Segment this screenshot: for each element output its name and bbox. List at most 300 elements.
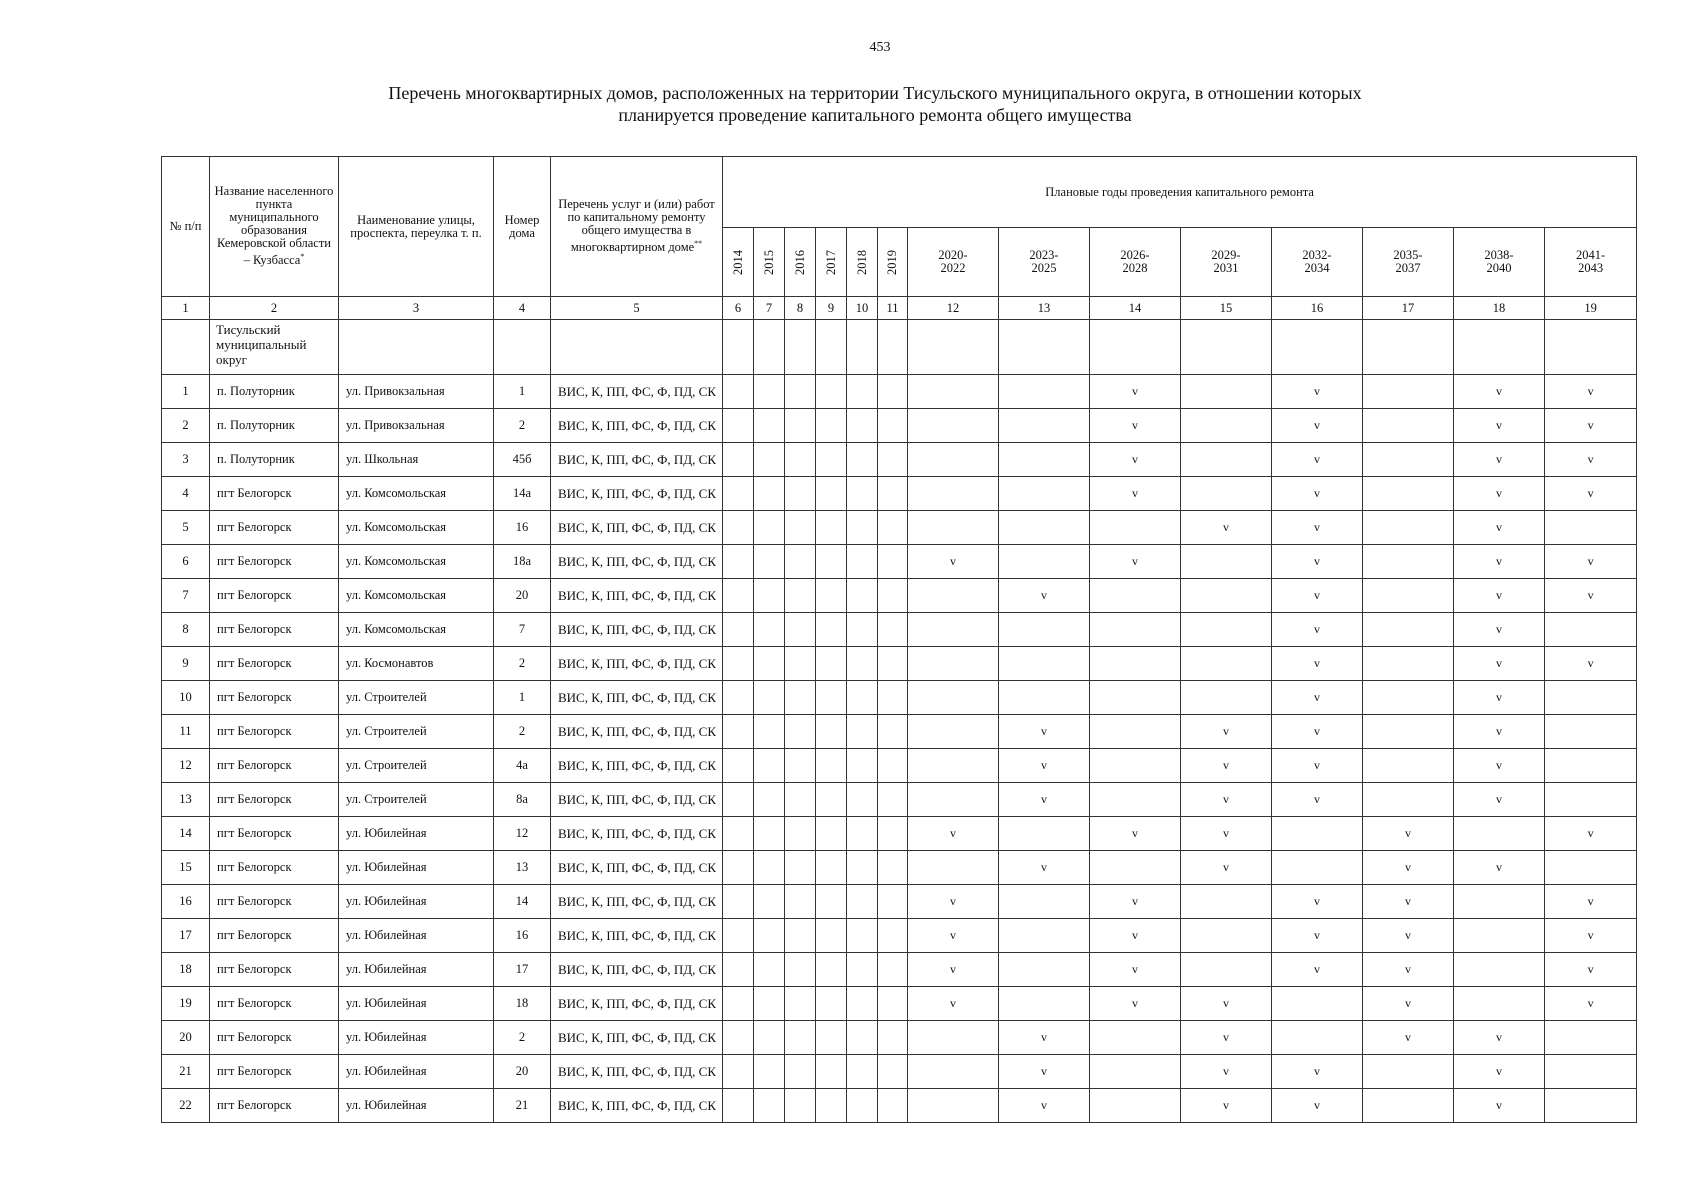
year-cell <box>999 511 1090 545</box>
year-cell <box>723 1089 754 1123</box>
year-cell <box>1090 511 1181 545</box>
street-cell: ул. Юбилейная <box>339 953 494 987</box>
year-cell <box>1181 783 1272 817</box>
year-cell <box>1272 783 1363 817</box>
year-cell <box>754 783 785 817</box>
year-cell <box>1181 579 1272 613</box>
street-cell: ул. Юбилейная <box>339 987 494 1021</box>
year-cell <box>1363 477 1454 511</box>
row-number: 20 <box>162 1021 210 1055</box>
year-cell <box>1090 443 1181 477</box>
planned-mark: v <box>1314 758 1320 772</box>
year-cell <box>816 545 847 579</box>
year-cell <box>816 783 847 817</box>
year-cell <box>908 647 999 681</box>
year-cell <box>999 919 1090 953</box>
street-cell: ул. Строителей <box>339 749 494 783</box>
year-cell <box>847 681 878 715</box>
year-cell <box>847 987 878 1021</box>
planned-mark: v <box>1223 758 1229 772</box>
planned-mark: v <box>1587 928 1594 942</box>
year-cell <box>847 851 878 885</box>
year-cell <box>754 885 785 919</box>
year-cell <box>1363 953 1454 987</box>
works-cell: ВИС, К, ПП, ФС, Ф, ПД, СК <box>551 749 723 783</box>
year-cell <box>816 919 847 953</box>
year-cell <box>816 1089 847 1123</box>
year-cell <box>847 443 878 477</box>
year-cell <box>908 477 999 511</box>
planned-mark: v <box>1496 1064 1502 1078</box>
year-cell <box>1545 919 1637 953</box>
year-cell <box>1545 647 1637 681</box>
header-house: Номер дома <box>494 157 551 297</box>
street-cell: ул. Юбилейная <box>339 885 494 919</box>
planned-mark: v <box>1314 1098 1320 1112</box>
table-row <box>162 783 1637 817</box>
year-cell <box>1272 613 1363 647</box>
column-number: 17 <box>1363 297 1454 320</box>
column-number: 1 <box>162 297 210 320</box>
row-number: 6 <box>162 545 210 579</box>
street-cell: ул. Юбилейная <box>339 817 494 851</box>
street-cell: ул. Комсомольская <box>339 545 494 579</box>
house-cell: 8а <box>494 783 551 817</box>
year-cell <box>1545 409 1637 443</box>
column-number: 5 <box>551 297 723 320</box>
planned-mark: v <box>1223 826 1229 840</box>
planned-mark: v <box>1496 860 1502 874</box>
works-cell: ВИС, К, ПП, ФС, Ф, ПД, СК <box>551 817 723 851</box>
house-cell: 14 <box>494 885 551 919</box>
year-cell <box>908 409 999 443</box>
header-year-9: 2029-2031 <box>1181 228 1272 297</box>
header-year-13: 2041-2043 <box>1545 228 1637 297</box>
year-cell <box>847 1089 878 1123</box>
year-cell <box>816 477 847 511</box>
year-cell <box>908 681 999 715</box>
year-cell <box>1545 783 1637 817</box>
year-cell <box>878 511 908 545</box>
year-cell <box>1181 511 1272 545</box>
settlement-cell: пгт Белогорск <box>210 987 339 1021</box>
year-cell <box>999 987 1090 1021</box>
year-cell <box>1272 579 1363 613</box>
planned-mark: v <box>1223 1098 1229 1112</box>
year-cell <box>1545 477 1637 511</box>
year-cell <box>785 579 816 613</box>
planned-mark: v <box>1587 826 1594 840</box>
year-cell <box>847 579 878 613</box>
year-cell <box>1454 851 1545 885</box>
planned-mark: v <box>1041 724 1047 738</box>
works-cell: ВИС, К, ПП, ФС, Ф, ПД, СК <box>551 851 723 885</box>
planned-mark: v <box>1405 962 1411 976</box>
street-cell: ул. Комсомольская <box>339 579 494 613</box>
year-cell <box>754 953 785 987</box>
title-line-2: планируется проведение капитального ремонта общего имущества <box>618 105 1132 125</box>
row-number: 12 <box>162 749 210 783</box>
year-cell <box>1545 613 1637 647</box>
year-cell <box>1454 783 1545 817</box>
year-cell <box>1545 375 1637 409</box>
row-number: 19 <box>162 987 210 1021</box>
settlement-cell: пгт Белогорск <box>210 647 339 681</box>
year-cell <box>908 749 999 783</box>
header-year-7: 2023-2025 <box>999 228 1090 297</box>
planned-mark: v <box>1314 894 1320 908</box>
year-cell <box>999 1055 1090 1089</box>
year-cell <box>1272 817 1363 851</box>
year-cell <box>999 477 1090 511</box>
planned-mark: v <box>1314 690 1320 704</box>
header-year-5: 2019 <box>878 228 908 297</box>
year-cell <box>1454 1055 1545 1089</box>
planned-mark: v <box>1041 1064 1047 1078</box>
year-cell <box>785 511 816 545</box>
year-cell <box>908 579 999 613</box>
year-cell <box>908 1021 999 1055</box>
house-cell: 18а <box>494 545 551 579</box>
header-year-11: 2035-2037 <box>1363 228 1454 297</box>
year-cell <box>878 681 908 715</box>
year-cell <box>878 443 908 477</box>
header-year-12: 2038-2040 <box>1454 228 1545 297</box>
year-cell <box>816 613 847 647</box>
planned-mark: v <box>950 996 956 1010</box>
year-cell <box>1363 817 1454 851</box>
house-cell: 12 <box>494 817 551 851</box>
year-cell <box>1454 987 1545 1021</box>
house-cell: 2 <box>494 409 551 443</box>
year-cell <box>723 545 754 579</box>
year-cell <box>1181 443 1272 477</box>
year-cell <box>1272 511 1363 545</box>
year-cell <box>1181 375 1272 409</box>
works-cell: ВИС, К, ПП, ФС, Ф, ПД, СК <box>551 579 723 613</box>
house-cell: 21 <box>494 1089 551 1123</box>
year-cell <box>1090 987 1181 1021</box>
street-cell: ул. Комсомольская <box>339 511 494 545</box>
year-cell <box>908 851 999 885</box>
planned-mark: v <box>950 826 956 840</box>
works-cell: ВИС, К, ПП, ФС, Ф, ПД, СК <box>551 1021 723 1055</box>
year-cell <box>1545 579 1637 613</box>
year-cell <box>1090 647 1181 681</box>
year-cell <box>754 545 785 579</box>
year-cell <box>1090 1089 1181 1123</box>
year-cell <box>878 647 908 681</box>
street-cell: ул. Строителей <box>339 783 494 817</box>
works-cell: ВИС, К, ПП, ФС, Ф, ПД, СК <box>551 987 723 1021</box>
year-cell <box>1181 647 1272 681</box>
year-cell <box>1090 715 1181 749</box>
year-cell <box>723 885 754 919</box>
title-line-1: Перечень многоквартирных домов, расположенных на территории Тисульского муниципального округа, в отношении которых <box>388 83 1362 103</box>
year-cell <box>1363 715 1454 749</box>
street-cell: ул. Юбилейная <box>339 1021 494 1055</box>
planned-mark: v <box>1496 452 1502 466</box>
year-cell <box>847 885 878 919</box>
year-cell <box>723 919 754 953</box>
year-cell <box>723 409 754 443</box>
settlement-cell: пгт Белогорск <box>210 1055 339 1089</box>
planned-mark: v <box>1314 724 1320 738</box>
year-cell <box>785 885 816 919</box>
planned-mark: v <box>1496 384 1502 398</box>
planned-mark: v <box>1587 452 1594 466</box>
planned-mark: v <box>1314 622 1320 636</box>
year-cell <box>1272 851 1363 885</box>
column-number: 8 <box>785 297 816 320</box>
house-cell: 20 <box>494 579 551 613</box>
table-row <box>162 511 1637 545</box>
settlement-cell: п. Полуторник <box>210 375 339 409</box>
year-cell <box>1090 409 1181 443</box>
planned-mark: v <box>1041 588 1047 602</box>
street-cell: ул. Комсомольская <box>339 477 494 511</box>
year-cell <box>816 715 847 749</box>
planned-mark: v <box>1587 894 1594 908</box>
year-cell <box>723 443 754 477</box>
year-cell <box>785 1055 816 1089</box>
year-cell <box>908 919 999 953</box>
house-cell: 2 <box>494 647 551 681</box>
year-cell <box>1454 477 1545 511</box>
year-cell <box>1363 1089 1454 1123</box>
year-cell <box>723 783 754 817</box>
year-cell <box>785 477 816 511</box>
year-cell <box>999 749 1090 783</box>
planned-mark: v <box>950 928 956 942</box>
year-cell <box>1181 987 1272 1021</box>
year-cell <box>754 817 785 851</box>
planned-mark: v <box>1041 792 1047 806</box>
planned-mark: v <box>1496 1098 1502 1112</box>
year-cell <box>1454 545 1545 579</box>
street-cell: ул. Юбилейная <box>339 1089 494 1123</box>
planned-mark: v <box>1496 520 1502 534</box>
works-cell: ВИС, К, ПП, ФС, Ф, ПД, СК <box>551 375 723 409</box>
year-cell <box>878 477 908 511</box>
year-cell <box>1090 817 1181 851</box>
year-cell <box>908 953 999 987</box>
year-cell <box>1545 749 1637 783</box>
year-cell <box>785 681 816 715</box>
planned-mark: v <box>1314 588 1320 602</box>
year-cell <box>1090 1055 1181 1089</box>
planned-mark: v <box>1132 486 1138 500</box>
year-cell <box>816 375 847 409</box>
year-cell <box>785 443 816 477</box>
year-cell <box>1090 953 1181 987</box>
planned-mark: v <box>1587 996 1594 1010</box>
year-cell <box>1363 885 1454 919</box>
table-row <box>162 681 1637 715</box>
row-number: 1 <box>162 375 210 409</box>
year-cell <box>1363 681 1454 715</box>
year-cell <box>785 375 816 409</box>
table-row <box>162 443 1637 477</box>
year-cell <box>1545 987 1637 1021</box>
year-cell <box>1181 1089 1272 1123</box>
house-cell: 13 <box>494 851 551 885</box>
year-cell <box>1545 953 1637 987</box>
works-cell: ВИС, К, ПП, ФС, Ф, ПД, СК <box>551 409 723 443</box>
year-cell <box>1363 1021 1454 1055</box>
table-row <box>162 987 1637 1021</box>
year-cell <box>816 511 847 545</box>
year-cell <box>723 1055 754 1089</box>
year-cell <box>1181 851 1272 885</box>
year-cell <box>847 783 878 817</box>
year-cell <box>847 1021 878 1055</box>
planned-mark: v <box>1223 996 1229 1010</box>
planned-mark: v <box>1587 588 1594 602</box>
year-cell <box>754 749 785 783</box>
header-year-3: 2017 <box>816 228 847 297</box>
table-row <box>162 477 1637 511</box>
settlement-cell: пгт Белогорск <box>210 545 339 579</box>
year-cell <box>785 647 816 681</box>
year-cell <box>999 613 1090 647</box>
year-cell <box>999 1089 1090 1123</box>
planned-mark: v <box>1405 1030 1411 1044</box>
page-number: 453 <box>869 40 891 55</box>
year-cell <box>1181 613 1272 647</box>
year-cell <box>999 409 1090 443</box>
works-cell: ВИС, К, ПП, ФС, Ф, ПД, СК <box>551 1055 723 1089</box>
table-row <box>162 1021 1637 1055</box>
year-cell <box>754 647 785 681</box>
settlement-cell: пгт Белогорск <box>210 851 339 885</box>
year-cell <box>1545 1021 1637 1055</box>
street-cell: ул. Строителей <box>339 681 494 715</box>
planned-mark: v <box>1314 486 1320 500</box>
year-cell <box>1090 375 1181 409</box>
works-cell: ВИС, К, ПП, ФС, Ф, ПД, СК <box>551 613 723 647</box>
settlement-cell: пгт Белогорск <box>210 885 339 919</box>
year-cell <box>1090 681 1181 715</box>
year-cell <box>1454 885 1545 919</box>
year-cell <box>878 715 908 749</box>
year-cell <box>1363 545 1454 579</box>
year-cell <box>878 919 908 953</box>
year-cell <box>999 715 1090 749</box>
year-cell <box>785 1021 816 1055</box>
year-cell <box>1454 1021 1545 1055</box>
year-cell <box>785 749 816 783</box>
column-number: 14 <box>1090 297 1181 320</box>
year-cell <box>785 953 816 987</box>
planned-mark: v <box>1223 724 1229 738</box>
year-cell <box>816 681 847 715</box>
row-number: 7 <box>162 579 210 613</box>
year-cell <box>1181 817 1272 851</box>
year-cell <box>1090 477 1181 511</box>
planned-mark: v <box>1223 860 1229 874</box>
year-cell <box>1454 953 1545 987</box>
house-cell: 45б <box>494 443 551 477</box>
settlement-cell: пгт Белогорск <box>210 919 339 953</box>
year-cell <box>754 613 785 647</box>
year-cell <box>847 511 878 545</box>
year-cell <box>908 613 999 647</box>
year-cell <box>754 987 785 1021</box>
planned-mark: v <box>1314 452 1320 466</box>
year-cell <box>1454 443 1545 477</box>
year-cell <box>908 783 999 817</box>
house-cell: 20 <box>494 1055 551 1089</box>
year-cell <box>878 579 908 613</box>
planned-mark: v <box>1496 486 1502 500</box>
year-cell <box>785 1089 816 1123</box>
year-cell <box>999 1021 1090 1055</box>
planned-mark: v <box>1132 894 1138 908</box>
year-cell <box>878 1055 908 1089</box>
year-cell <box>754 715 785 749</box>
year-cell <box>878 613 908 647</box>
year-cell <box>847 409 878 443</box>
year-cell <box>723 987 754 1021</box>
house-cell: 14а <box>494 477 551 511</box>
year-cell <box>816 1021 847 1055</box>
year-cell <box>754 919 785 953</box>
planned-mark: v <box>1314 962 1320 976</box>
planned-mark: v <box>1132 928 1138 942</box>
year-cell <box>1454 919 1545 953</box>
year-cell <box>878 851 908 885</box>
year-cell <box>1181 715 1272 749</box>
year-cell <box>1272 443 1363 477</box>
settlement-cell: пгт Белогорск <box>210 715 339 749</box>
year-cell <box>1454 511 1545 545</box>
planned-mark: v <box>1041 1098 1047 1112</box>
planned-mark: v <box>1496 792 1502 806</box>
year-cell <box>878 375 908 409</box>
column-number: 18 <box>1454 297 1545 320</box>
planned-mark: v <box>1587 554 1594 568</box>
column-number: 15 <box>1181 297 1272 320</box>
year-cell <box>1181 885 1272 919</box>
year-cell <box>847 953 878 987</box>
year-cell <box>1181 409 1272 443</box>
planned-mark: v <box>1405 826 1411 840</box>
year-cell <box>878 783 908 817</box>
year-cell <box>878 409 908 443</box>
year-cell <box>754 511 785 545</box>
year-cell <box>1090 613 1181 647</box>
settlement-cell: пгт Белогорск <box>210 613 339 647</box>
table-row <box>162 375 1637 409</box>
year-cell <box>999 681 1090 715</box>
year-cell <box>1363 613 1454 647</box>
year-cell <box>1363 851 1454 885</box>
year-cell <box>754 1055 785 1089</box>
year-cell <box>1545 443 1637 477</box>
header-year-10: 2032-2034 <box>1272 228 1363 297</box>
planned-mark: v <box>1405 860 1411 874</box>
year-cell <box>723 749 754 783</box>
planned-mark: v <box>1587 486 1594 500</box>
year-cell <box>1181 545 1272 579</box>
settlement-cell: пгт Белогорск <box>210 817 339 851</box>
year-cell <box>816 1055 847 1089</box>
column-number: 12 <box>908 297 999 320</box>
header-year-4: 2018 <box>847 228 878 297</box>
year-cell <box>1363 511 1454 545</box>
header-year-1: 2015 <box>754 228 785 297</box>
